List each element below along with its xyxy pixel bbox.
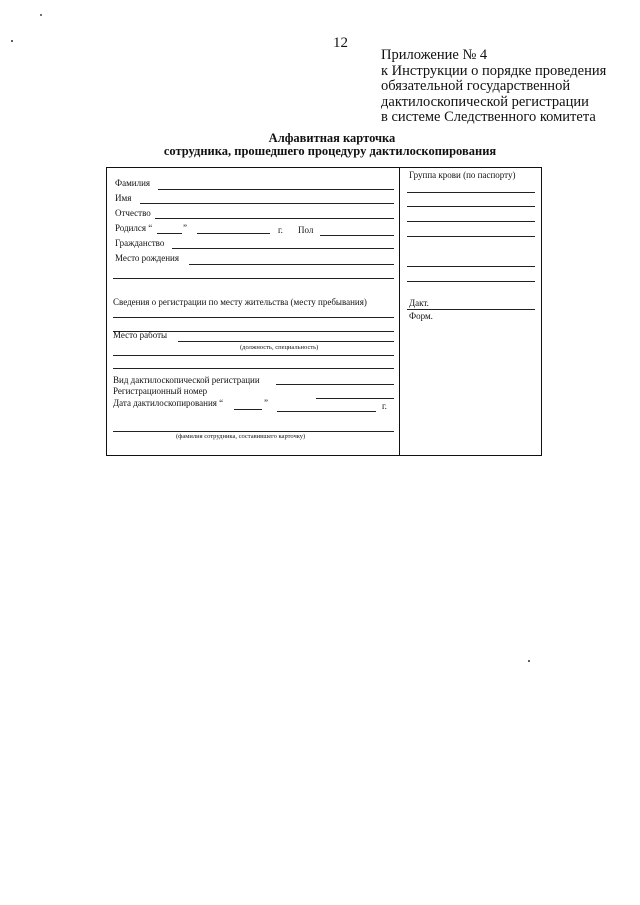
card-title: Алфавитная карточка — [268, 131, 396, 145]
appendix-line: к Инструкции о порядке проведения — [381, 62, 607, 79]
dact-date-day-line — [234, 409, 262, 410]
card-frame — [106, 167, 542, 456]
reg-number-label: Регистрационный номер — [113, 386, 208, 396]
dakt-line — [407, 309, 535, 310]
dact-year-label: г. — [382, 401, 387, 411]
scan-speck — [40, 14, 42, 16]
dact-date-label: Дата дактилоскопирования “ — [113, 398, 224, 408]
birthplace-line — [189, 264, 394, 265]
name-label: Имя — [115, 193, 132, 203]
workplace-line-3 — [113, 368, 394, 369]
appendix-line: в системе Следственного комитета — [381, 109, 596, 125]
blood-group-line — [407, 192, 535, 193]
born-year-label: г. — [278, 225, 283, 235]
surname-line — [158, 189, 394, 190]
citizenship-line — [172, 248, 394, 249]
citizenship-label: Гражданство — [115, 238, 165, 248]
appendix-line: обязательной государственной — [381, 78, 571, 94]
name-line — [140, 203, 394, 204]
dakt-label: Дакт. — [409, 298, 429, 308]
birthplace-line-2 — [113, 278, 394, 279]
compiler-line — [113, 431, 394, 432]
workplace-label: Место работы — [113, 330, 168, 340]
position-hint: (должность, специальность) — [240, 344, 319, 351]
blood-group-line — [407, 206, 535, 207]
sex-line — [320, 235, 394, 236]
appendix-header — [381, 48, 606, 126]
blood-group-line — [407, 266, 535, 267]
born-month-line — [197, 233, 270, 234]
patronymic-label: Отчество — [115, 208, 151, 218]
dact-date-quote: ” — [264, 398, 268, 408]
patronymic-line — [155, 218, 394, 219]
scan-speck — [11, 40, 13, 42]
scan-speck — [528, 660, 530, 662]
blood-group-label: Группа крови (по паспорту) — [409, 170, 516, 180]
compiler-hint: (фамилия сотрудника, составившего карточку) — [176, 433, 306, 440]
reg-number-line — [316, 398, 394, 399]
blood-group-line — [407, 281, 535, 282]
page-number: 12 — [333, 35, 348, 51]
birthplace-label: Место рождения — [115, 253, 180, 263]
registration-line — [113, 317, 394, 318]
born-label: Родился “ — [115, 223, 153, 233]
dact-date-month-line — [277, 411, 376, 412]
reg-type-label: Вид дактилоскопической регистрации — [113, 375, 260, 385]
reg-type-line — [276, 384, 394, 385]
blood-group-line — [407, 221, 535, 222]
workplace-line-2 — [113, 355, 394, 356]
card-subtitle: сотрудника, прошедшего процедуру дактилоскопирования — [163, 144, 497, 158]
registration-label: Сведения о регистрации по месту жительства (месту пребывания) — [113, 297, 367, 307]
blood-group-line — [407, 236, 535, 237]
appendix-line: Приложение № 4 — [381, 47, 488, 63]
born-quote: ” — [183, 223, 187, 233]
form-label: Форм. — [409, 311, 433, 321]
card-divider — [399, 167, 400, 456]
sex-label: Пол — [298, 225, 314, 235]
born-day-line — [157, 233, 182, 234]
workplace-line — [178, 341, 394, 342]
appendix-line: дактилоскопической регистрации — [381, 93, 589, 110]
surname-label: Фамилия — [115, 178, 151, 188]
